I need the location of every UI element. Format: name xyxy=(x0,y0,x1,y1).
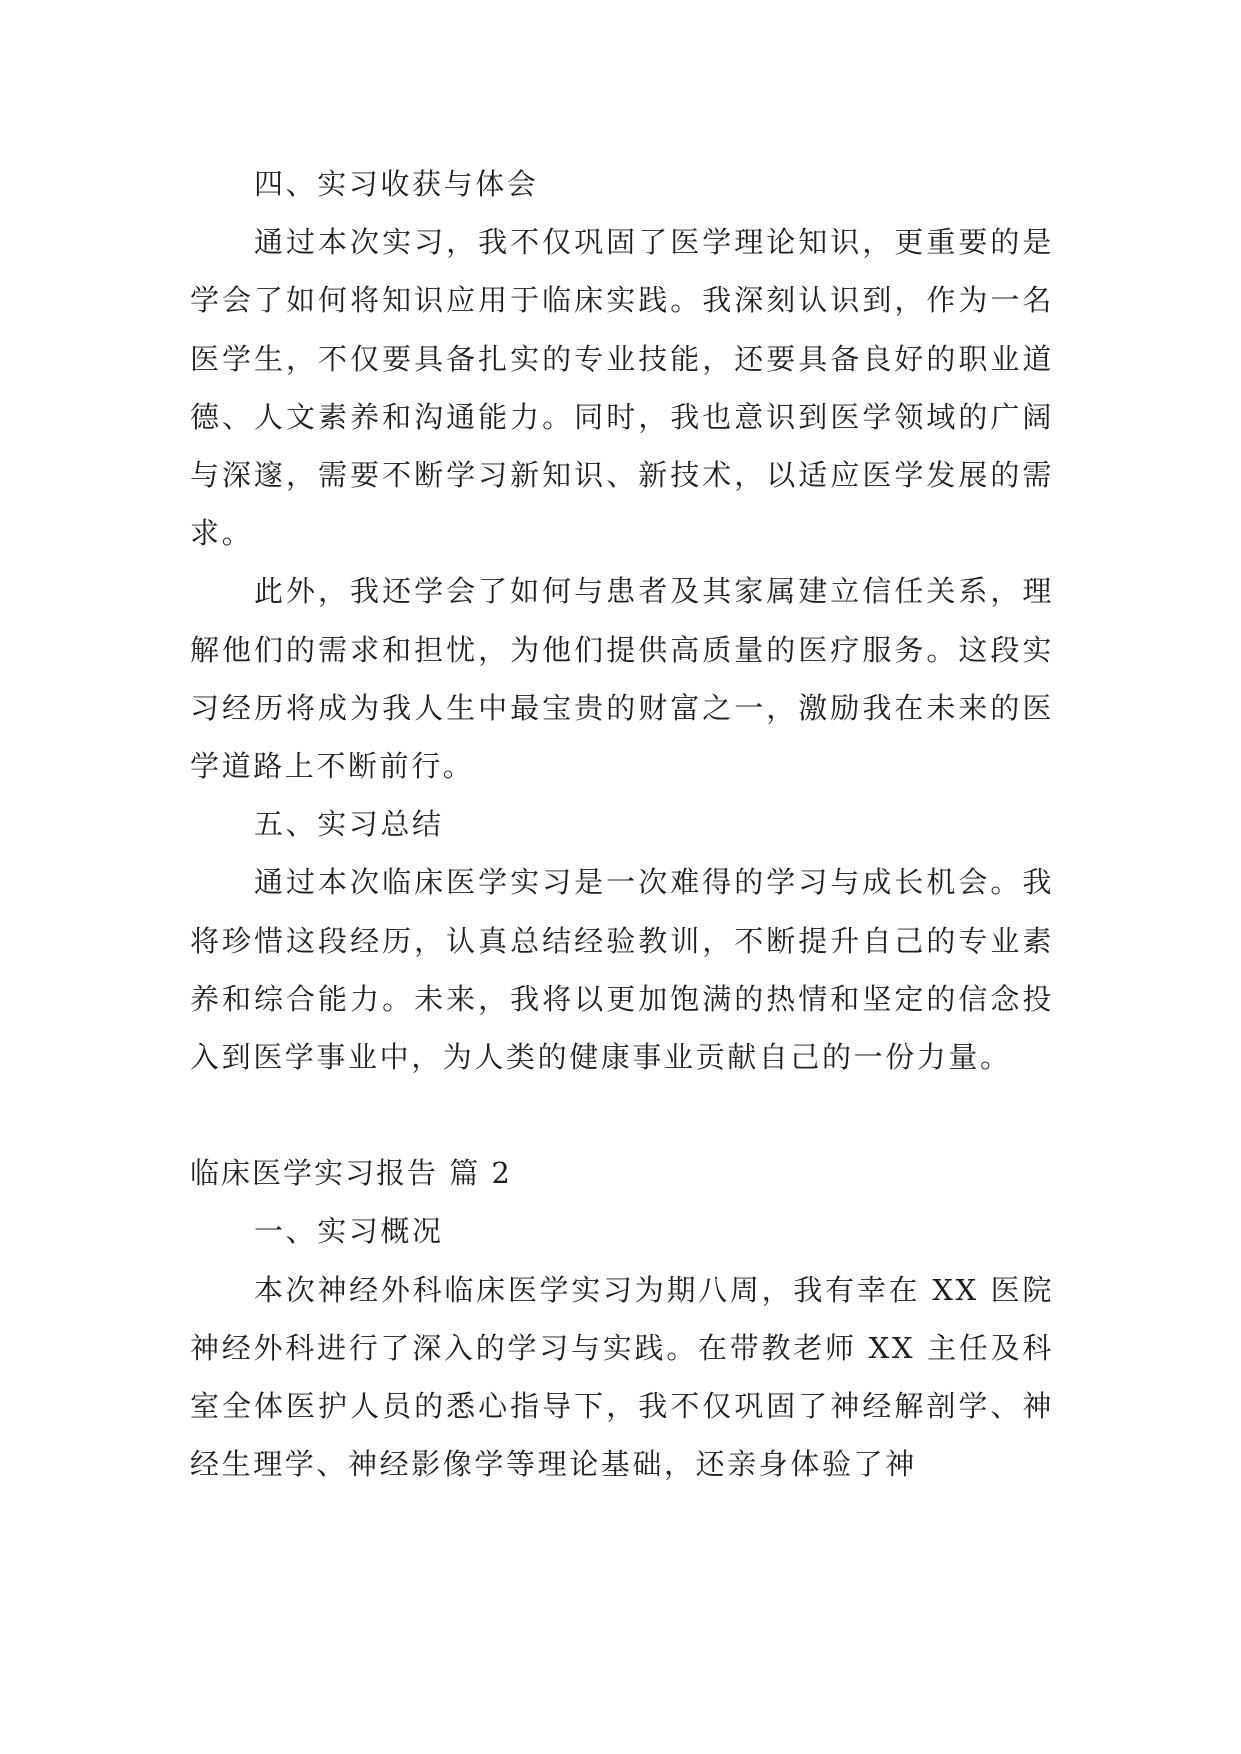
report-title: 临床医学实习报告 篇 2 xyxy=(190,1156,512,1191)
paragraph: 通过本次临床医学实习是一次难得的学习与成长机会。我将珍惜这段经历，认真总结经验教训，不断提升自己的专业素养和综合能力。未来，我将以更加饱满的热情和坚定的信念投入到医学事业中，为人类的健康事业贡献自己的一份力量。 xyxy=(190,865,1054,1075)
section-spacer xyxy=(190,1086,1054,1144)
paragraph: 本次神经外科临床医学实习为期八周，我有幸在 XX 医院神经外科进行了深入的学习与实践。在带教老师 XX 主任及科室全体医护人员的悉心指导下，我不仅巩固了神经解剖学、神经生理学、神经影像学等理论基础，还亲身体验了神 xyxy=(190,1272,1054,1482)
section-heading-1: 一、实习概况 xyxy=(254,1214,444,1249)
paragraph: 此外，我还学会了如何与患者及其家属建立信任关系，理解他们的需求和担忧，为他们提供高质量的医疗服务。这段实习经历将成为我人生中最宝贵的财富之一，激励我在未来的医学道路上不断前行。 xyxy=(190,574,1054,784)
document-body xyxy=(190,155,1054,1493)
section-heading-5: 五、实习总结 xyxy=(254,807,444,842)
section-heading-4: 四、实习收获与体会 xyxy=(254,167,539,201)
paragraph: 通过本次实习，我不仅巩固了医学理论知识，更重要的是学会了如何将知识应用于临床实践。我深刻认识到，作为一名医学生，不仅要具备扎实的专业技能，还要具备良好的职业道德、人文素养和沟通能力。同时，我也意识到医学领域的广阔与深邃，需要不断学习新知识、新技术，以适应医学发展的需求。 xyxy=(190,225,1054,551)
